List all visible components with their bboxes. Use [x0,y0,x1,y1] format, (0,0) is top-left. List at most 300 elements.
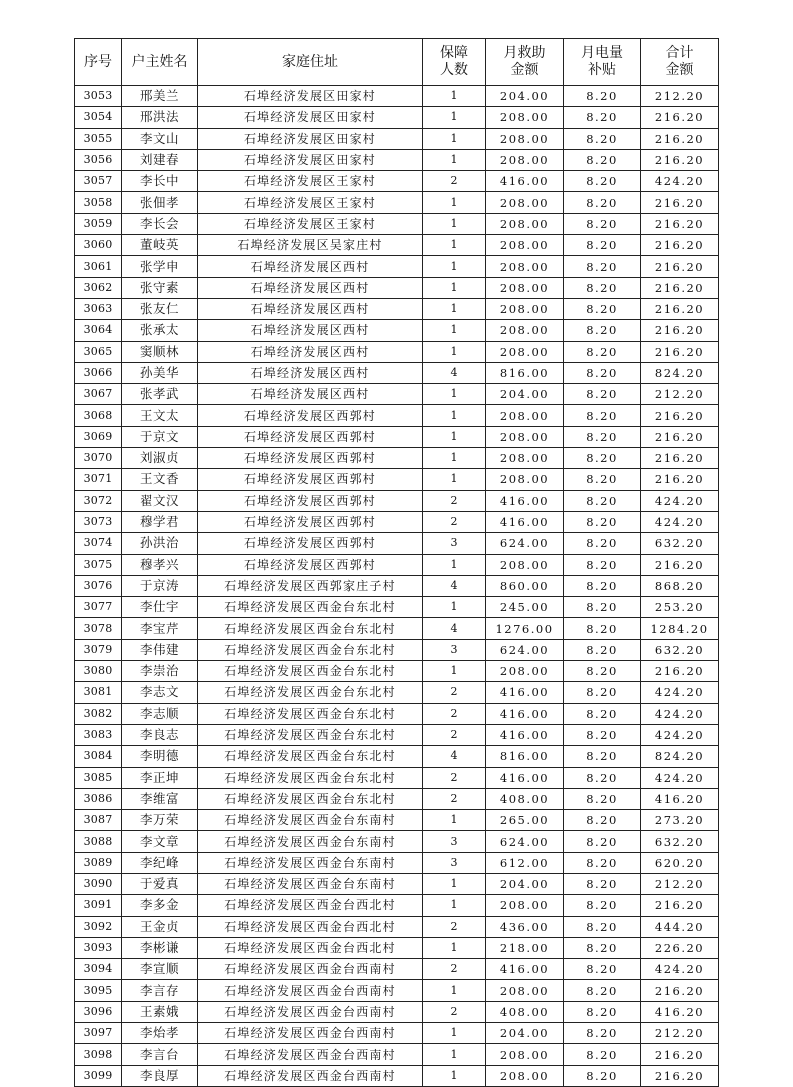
cell-address: 石埠经济发展区西金台西南村 [198,1044,423,1065]
cell-address: 石埠经济发展区西金台东南村 [198,873,423,894]
cell-persons: 2 [423,171,486,192]
cell-persons: 1 [423,192,486,213]
cell-monthly-aid: 208.00 [486,1065,564,1086]
cell-name: 孙洪治 [122,533,198,554]
cell-address: 石埠经济发展区西村 [198,362,423,383]
cell-monthly-aid: 204.00 [486,873,564,894]
cell-total: 216.20 [641,980,719,1001]
cell-address: 石埠经济发展区西金台西南村 [198,1023,423,1044]
cell-name: 李万荣 [122,810,198,831]
cell-no: 3099 [75,1065,122,1086]
table-row [75,1065,719,1086]
cell-persons: 1 [423,1065,486,1086]
cell-total: 216.20 [641,128,719,149]
cell-power-subsidy: 8.20 [564,746,641,767]
table-row [75,959,719,980]
cell-no: 3081 [75,682,122,703]
cell-total: 216.20 [641,1065,719,1086]
cell-total: 216.20 [641,448,719,469]
cell-power-subsidy: 8.20 [564,86,641,107]
cell-name: 穆孝兴 [122,554,198,575]
cell-persons: 3 [423,852,486,873]
cell-power-subsidy: 8.20 [564,959,641,980]
cell-address: 石埠经济发展区西郭村 [198,511,423,532]
header-total-line-1: 合计 [665,45,694,61]
cell-monthly-aid: 208.00 [486,554,564,575]
cell-total: 632.20 [641,639,719,660]
cell-address: 石埠经济发展区西金台东南村 [198,810,423,831]
cell-name: 李文章 [122,831,198,852]
cell-name: 刘建春 [122,149,198,170]
table-row [75,448,719,469]
cell-power-subsidy: 8.20 [564,873,641,894]
cell-persons: 4 [423,618,486,639]
cell-power-subsidy: 8.20 [564,277,641,298]
header-name: 户主姓名 [122,39,198,86]
cell-monthly-aid: 624.00 [486,639,564,660]
cell-address: 石埠经济发展区西村 [198,341,423,362]
cell-persons: 1 [423,128,486,149]
cell-total: 216.20 [641,235,719,256]
cell-name: 李炲孝 [122,1023,198,1044]
cell-no: 3076 [75,575,122,596]
cell-power-subsidy: 8.20 [564,213,641,234]
table-row [75,810,719,831]
cell-persons: 1 [423,1023,486,1044]
cell-name: 张学申 [122,256,198,277]
table-row [75,107,719,128]
cell-name: 张友仁 [122,298,198,319]
cell-no: 3098 [75,1044,122,1065]
cell-total: 226.20 [641,937,719,958]
cell-power-subsidy: 8.20 [564,107,641,128]
table-row [75,937,719,958]
cell-power-subsidy: 8.20 [564,448,641,469]
cell-monthly-aid: 816.00 [486,362,564,383]
cell-address: 石埠经济发展区王家村 [198,213,423,234]
cell-total: 424.20 [641,959,719,980]
cell-power-subsidy: 8.20 [564,533,641,554]
cell-monthly-aid: 208.00 [486,235,564,256]
cell-address: 石埠经济发展区西村 [198,384,423,405]
cell-address: 石埠经济发展区西金台西北村 [198,895,423,916]
cell-power-subsidy: 8.20 [564,235,641,256]
table-row [75,192,719,213]
cell-address: 石埠经济发展区西郭村 [198,533,423,554]
cell-total: 868.20 [641,575,719,596]
cell-address: 石埠经济发展区西金台东北村 [198,682,423,703]
header-power-subsidy [564,39,641,86]
table-row [75,213,719,234]
cell-no: 3054 [75,107,122,128]
cell-power-subsidy: 8.20 [564,490,641,511]
cell-monthly-aid: 208.00 [486,277,564,298]
cell-power-subsidy: 8.20 [564,788,641,809]
cell-persons: 1 [423,86,486,107]
table-row [75,746,719,767]
cell-no: 3091 [75,895,122,916]
cell-address: 石埠经济发展区西金台西北村 [198,937,423,958]
header-monthly-aid-line-1: 月救助 [503,45,546,61]
cell-monthly-aid: 208.00 [486,341,564,362]
cell-monthly-aid: 208.00 [486,320,564,341]
cell-monthly-aid: 624.00 [486,831,564,852]
cell-total: 216.20 [641,1044,719,1065]
cell-no: 3082 [75,703,122,724]
cell-persons: 4 [423,746,486,767]
cell-no: 3061 [75,256,122,277]
cell-monthly-aid: 208.00 [486,1044,564,1065]
cell-no: 3094 [75,959,122,980]
cell-address: 石埠经济发展区西郭村 [198,490,423,511]
cell-total: 424.20 [641,724,719,745]
cell-total: 424.20 [641,490,719,511]
cell-no: 3071 [75,469,122,490]
cell-total: 416.20 [641,788,719,809]
cell-address: 石埠经济发展区西金台西南村 [198,959,423,980]
cell-total: 632.20 [641,831,719,852]
cell-name: 张守素 [122,277,198,298]
cell-monthly-aid: 208.00 [486,107,564,128]
cell-total: 216.20 [641,320,719,341]
cell-no: 3063 [75,298,122,319]
cell-name: 李彬谦 [122,937,198,958]
cell-monthly-aid: 204.00 [486,86,564,107]
cell-no: 3072 [75,490,122,511]
cell-no: 3093 [75,937,122,958]
cell-persons: 1 [423,1044,486,1065]
cell-monthly-aid: 208.00 [486,128,564,149]
table-row [75,320,719,341]
cell-no: 3086 [75,788,122,809]
cell-power-subsidy: 8.20 [564,1023,641,1044]
cell-power-subsidy: 8.20 [564,192,641,213]
cell-power-subsidy: 8.20 [564,426,641,447]
table-row [75,277,719,298]
cell-address: 石埠经济发展区西金台西南村 [198,980,423,1001]
cell-persons: 1 [423,661,486,682]
table-row [75,533,719,554]
cell-total: 216.20 [641,298,719,319]
cell-name: 邢洪法 [122,107,198,128]
cell-power-subsidy: 8.20 [564,980,641,1001]
cell-address: 石埠经济发展区西郭村 [198,426,423,447]
cell-monthly-aid: 218.00 [486,937,564,958]
cell-persons: 1 [423,597,486,618]
cell-no: 3068 [75,405,122,426]
table-row [75,235,719,256]
cell-total: 216.20 [641,661,719,682]
cell-address: 石埠经济发展区西金台东北村 [198,746,423,767]
cell-power-subsidy: 8.20 [564,149,641,170]
table-row [75,703,719,724]
cell-total: 212.20 [641,1023,719,1044]
table-row [75,128,719,149]
cell-name: 李纪峰 [122,852,198,873]
relief-roster-table [74,38,719,1087]
cell-monthly-aid: 208.00 [486,213,564,234]
cell-total: 216.20 [641,213,719,234]
cell-power-subsidy: 8.20 [564,597,641,618]
header-persons [423,39,486,86]
cell-power-subsidy: 8.20 [564,320,641,341]
cell-no: 3067 [75,384,122,405]
cell-monthly-aid: 416.00 [486,682,564,703]
cell-name: 董岐英 [122,235,198,256]
cell-address: 石埠经济发展区西金台东北村 [198,597,423,618]
cell-monthly-aid: 208.00 [486,980,564,1001]
table-row [75,405,719,426]
cell-address: 石埠经济发展区西金台东北村 [198,618,423,639]
cell-name: 李维富 [122,788,198,809]
cell-monthly-aid: 416.00 [486,171,564,192]
cell-name: 张承太 [122,320,198,341]
cell-name: 孙美华 [122,362,198,383]
cell-name: 李言存 [122,980,198,1001]
table-row [75,426,719,447]
cell-address: 石埠经济发展区西郭村 [198,405,423,426]
table-row [75,469,719,490]
table-row [75,575,719,596]
table-row [75,554,719,575]
cell-total: 824.20 [641,362,719,383]
cell-name: 王素娥 [122,1001,198,1022]
table-row [75,1023,719,1044]
table-row [75,767,719,788]
cell-persons: 2 [423,788,486,809]
cell-total: 216.20 [641,469,719,490]
cell-persons: 2 [423,767,486,788]
cell-no: 3084 [75,746,122,767]
cell-total: 216.20 [641,554,719,575]
cell-power-subsidy: 8.20 [564,916,641,937]
cell-name: 李良厚 [122,1065,198,1086]
cell-persons: 1 [423,384,486,405]
cell-power-subsidy: 8.20 [564,937,641,958]
cell-monthly-aid: 245.00 [486,597,564,618]
cell-address: 石埠经济发展区田家村 [198,128,423,149]
cell-name: 王文香 [122,469,198,490]
cell-monthly-aid: 408.00 [486,788,564,809]
cell-no: 3095 [75,980,122,1001]
cell-persons: 4 [423,575,486,596]
cell-no: 3097 [75,1023,122,1044]
cell-persons: 1 [423,298,486,319]
cell-address: 石埠经济发展区西金台东北村 [198,703,423,724]
cell-address: 石埠经济发展区西金台西南村 [198,1001,423,1022]
cell-persons: 2 [423,703,486,724]
cell-no: 3090 [75,873,122,894]
cell-monthly-aid: 860.00 [486,575,564,596]
cell-power-subsidy: 8.20 [564,1044,641,1065]
cell-persons: 1 [423,448,486,469]
cell-total: 1284.20 [641,618,719,639]
cell-power-subsidy: 8.20 [564,639,641,660]
cell-total: 253.20 [641,597,719,618]
cell-no: 3087 [75,810,122,831]
cell-address: 石埠经济发展区西郭家庄子村 [198,575,423,596]
cell-power-subsidy: 8.20 [564,384,641,405]
cell-persons: 2 [423,511,486,532]
cell-name: 李多金 [122,895,198,916]
cell-monthly-aid: 416.00 [486,724,564,745]
cell-power-subsidy: 8.20 [564,511,641,532]
cell-persons: 1 [423,426,486,447]
cell-name: 李良志 [122,724,198,745]
cell-total: 424.20 [641,511,719,532]
table-row [75,86,719,107]
cell-total: 424.20 [641,703,719,724]
table-row [75,384,719,405]
cell-name: 张孝武 [122,384,198,405]
table-row [75,341,719,362]
cell-persons: 1 [423,320,486,341]
cell-persons: 1 [423,895,486,916]
cell-total: 216.20 [641,341,719,362]
table-row [75,362,719,383]
table-row [75,597,719,618]
cell-address: 石埠经济发展区田家村 [198,149,423,170]
cell-address: 石埠经济发展区西金台东南村 [198,852,423,873]
cell-power-subsidy: 8.20 [564,852,641,873]
header-power-subsidy-line-1: 月电量 [581,45,623,61]
cell-power-subsidy: 8.20 [564,256,641,277]
cell-power-subsidy: 8.20 [564,1001,641,1022]
cell-monthly-aid: 204.00 [486,1023,564,1044]
table-row [75,895,719,916]
table-row [75,256,719,277]
cell-persons: 2 [423,682,486,703]
cell-address: 石埠经济发展区西金台西南村 [198,1065,423,1086]
cell-monthly-aid: 408.00 [486,1001,564,1022]
cell-total: 216.20 [641,149,719,170]
cell-address: 石埠经济发展区西金台东北村 [198,724,423,745]
cell-total: 632.20 [641,533,719,554]
header-power-subsidy-line-2: 补贴 [588,62,616,78]
table-row [75,298,719,319]
cell-no: 3065 [75,341,122,362]
cell-address: 石埠经济发展区西郭村 [198,554,423,575]
cell-address: 石埠经济发展区西村 [198,256,423,277]
cell-address: 石埠经济发展区西村 [198,320,423,341]
cell-no: 3074 [75,533,122,554]
cell-no: 3064 [75,320,122,341]
header-total [641,39,719,86]
cell-address: 石埠经济发展区西郭村 [198,469,423,490]
cell-name: 李宣顺 [122,959,198,980]
cell-address: 石埠经济发展区西村 [198,298,423,319]
cell-power-subsidy: 8.20 [564,298,641,319]
table-row [75,831,719,852]
cell-power-subsidy: 8.20 [564,703,641,724]
cell-no: 3096 [75,1001,122,1022]
header-monthly-aid-line-2: 金额 [510,62,539,78]
cell-persons: 1 [423,405,486,426]
cell-address: 石埠经济发展区西金台西北村 [198,916,423,937]
cell-persons: 2 [423,916,486,937]
cell-total: 444.20 [641,916,719,937]
cell-no: 3066 [75,362,122,383]
cell-no: 3070 [75,448,122,469]
cell-total: 212.20 [641,86,719,107]
table-row [75,873,719,894]
cell-name: 于京文 [122,426,198,447]
cell-no: 3060 [75,235,122,256]
cell-power-subsidy: 8.20 [564,895,641,916]
cell-power-subsidy: 8.20 [564,341,641,362]
cell-monthly-aid: 624.00 [486,533,564,554]
table-header [75,39,719,86]
cell-no: 3077 [75,597,122,618]
cell-power-subsidy: 8.20 [564,128,641,149]
cell-address: 石埠经济发展区西金台东北村 [198,788,423,809]
cell-no: 3078 [75,618,122,639]
cell-persons: 2 [423,724,486,745]
cell-name: 李志顺 [122,703,198,724]
cell-monthly-aid: 416.00 [486,511,564,532]
cell-persons: 1 [423,277,486,298]
header-monthly-aid [486,39,564,86]
cell-name: 李言台 [122,1044,198,1065]
cell-monthly-aid: 612.00 [486,852,564,873]
cell-total: 424.20 [641,767,719,788]
cell-name: 李宝芹 [122,618,198,639]
cell-name: 王文太 [122,405,198,426]
cell-no: 3073 [75,511,122,532]
header-total-line-2: 金额 [665,62,694,78]
cell-monthly-aid: 204.00 [486,384,564,405]
cell-no: 3092 [75,916,122,937]
table-row [75,511,719,532]
cell-total: 216.20 [641,192,719,213]
cell-persons: 1 [423,107,486,128]
cell-persons: 1 [423,341,486,362]
cell-power-subsidy: 8.20 [564,575,641,596]
cell-power-subsidy: 8.20 [564,1065,641,1086]
cell-no: 3053 [75,86,122,107]
cell-total: 212.20 [641,873,719,894]
cell-no: 3055 [75,128,122,149]
cell-persons: 1 [423,235,486,256]
header-row [75,39,719,86]
table-row [75,916,719,937]
cell-total: 216.20 [641,277,719,298]
cell-name: 王金贞 [122,916,198,937]
cell-no: 3080 [75,661,122,682]
cell-name: 李崇治 [122,661,198,682]
cell-monthly-aid: 208.00 [486,895,564,916]
cell-total: 824.20 [641,746,719,767]
cell-address: 石埠经济发展区西金台东北村 [198,661,423,682]
cell-power-subsidy: 8.20 [564,405,641,426]
table-row [75,661,719,682]
cell-address: 石埠经济发展区田家村 [198,86,423,107]
header-no: 序号 [75,39,122,86]
cell-total: 620.20 [641,852,719,873]
header-persons-line-1: 保障 [440,45,468,61]
cell-name: 张佃孝 [122,192,198,213]
cell-name: 于京涛 [122,575,198,596]
cell-persons: 1 [423,213,486,234]
table-row [75,171,719,192]
table-row [75,149,719,170]
cell-monthly-aid: 208.00 [486,448,564,469]
cell-persons: 2 [423,1001,486,1022]
table-row [75,1001,719,1022]
cell-power-subsidy: 8.20 [564,362,641,383]
cell-monthly-aid: 208.00 [486,149,564,170]
table-row [75,618,719,639]
